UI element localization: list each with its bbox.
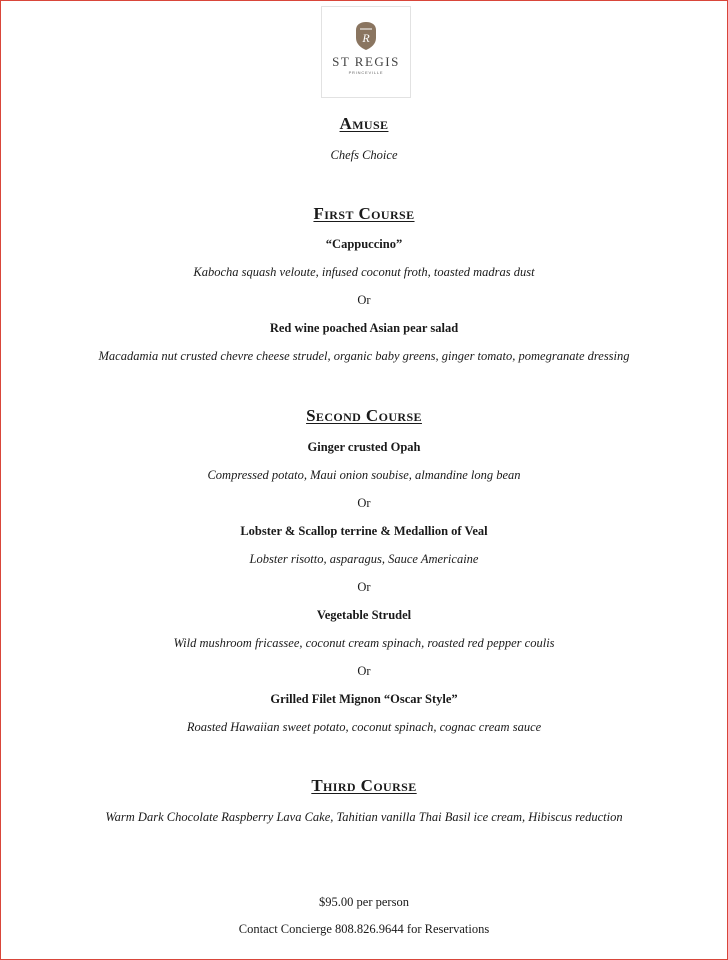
amuse-heading: Amuse bbox=[339, 114, 389, 133]
first-course-dish-2: Red wine poached Asian pear salad bbox=[269, 321, 459, 335]
second-course-desc-1: Compressed potato, Maui onion soubise, almandine long bean bbox=[207, 468, 521, 482]
or-separator: Or bbox=[357, 580, 371, 594]
or-separator: Or bbox=[357, 664, 371, 678]
or-separator: Or bbox=[357, 293, 371, 307]
or-separator: Or bbox=[357, 496, 371, 510]
third-course-heading: Third Course bbox=[311, 776, 417, 795]
second-course-dish-2: Lobster & Scallop terrine & Medallion of Veal bbox=[240, 524, 488, 538]
first-course-desc-2: Macadamia nut crusted chevre cheese strudel, organic baby greens, ginger tomato, pomegranate dressing bbox=[98, 349, 630, 363]
second-course-desc-3: Wild mushroom fricassee, coconut cream spinach, roasted red pepper coulis bbox=[173, 636, 555, 650]
second-course-desc-4: Roasted Hawaiian sweet potato, coconut spinach, cognac cream sauce bbox=[186, 720, 542, 734]
first-course-heading: First Course bbox=[313, 204, 415, 223]
price: $95.00 per person bbox=[319, 895, 409, 909]
third-course-description: Warm Dark Chocolate Raspberry Lava Cake, Tahitian vanilla Thai Basil ice cream, Hibiscus reduction bbox=[105, 810, 623, 824]
brand-name: ST REGIS bbox=[332, 54, 400, 69]
amuse-description: Chefs Choice bbox=[330, 148, 398, 162]
st-regis-logo bbox=[321, 6, 411, 98]
first-course-desc-1: Kabocha squash veloute, infused coconut froth, toasted madras dust bbox=[193, 265, 535, 279]
second-course-dish-4: Grilled Filet Mignon “Oscar Style” bbox=[270, 692, 458, 706]
contact-info: Contact Concierge 808.826.9644 for Reservations bbox=[238, 922, 490, 936]
first-course-dish-1: “Cappuccino” bbox=[325, 237, 403, 251]
second-course-heading: Second Course bbox=[306, 406, 422, 425]
crest-icon bbox=[351, 21, 381, 51]
second-course-dish-1: Ginger crusted Opah bbox=[307, 440, 421, 454]
logo-monogram: R bbox=[362, 31, 370, 45]
second-course-dish-3: Vegetable Strudel bbox=[316, 608, 412, 622]
second-course-desc-2: Lobster risotto, asparagus, Sauce Americaine bbox=[249, 552, 479, 566]
brand-location: PRINCEVILLE bbox=[348, 70, 384, 75]
